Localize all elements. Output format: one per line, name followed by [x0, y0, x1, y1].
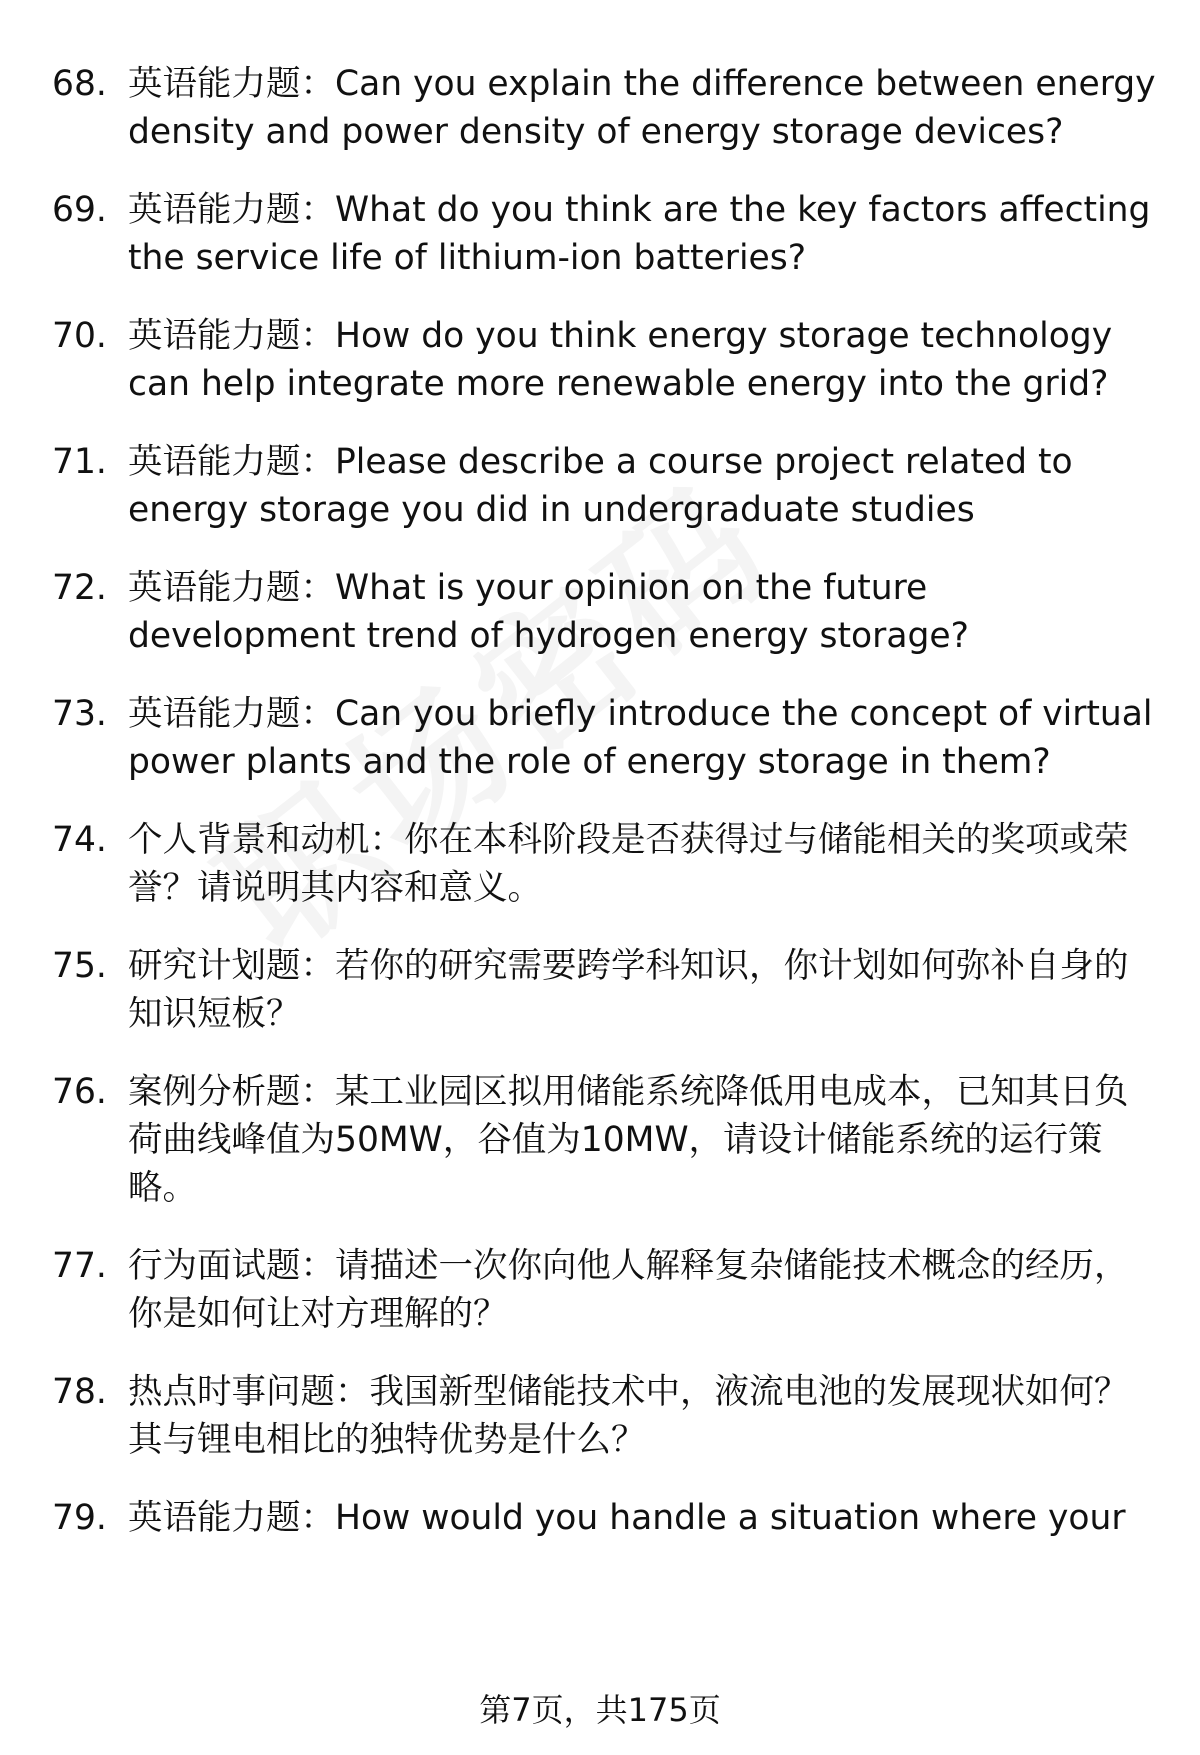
list-item [52, 942, 1162, 1038]
list-item [52, 816, 1162, 912]
list-item [52, 690, 1162, 786]
question-number: 74. [52, 820, 107, 860]
question-text: 研究计划题：若你的研究需要跨学科知识，你计划如何弥补自身的知识短板？ [128, 946, 1129, 1034]
question-number: 78. [52, 1372, 107, 1412]
list-item [52, 564, 1162, 660]
question-text: 热点时事问题：我国新型储能技术中，液流电池的发展现状如何？其与锂电相比的独特优势是什么？ [128, 1372, 1129, 1460]
question-number: 71. [52, 442, 107, 482]
question-text: 英语能力题：Please describe a course project related to energy storage you did in undergraduate studies [128, 442, 1073, 530]
question-number: 68. [52, 64, 107, 104]
list-item [52, 1494, 1162, 1542]
question-number: 76. [52, 1072, 107, 1112]
question-text: 案例分析题：某工业园区拟用储能系统降低用电成本，已知其日负荷曲线峰值为50MW，谷值为10MW，请设计储能系统的运行策略。 [128, 1072, 1129, 1208]
list-item [52, 1368, 1162, 1464]
question-list [52, 60, 1162, 1572]
question-number: 75. [52, 946, 107, 986]
list-item [52, 60, 1162, 156]
list-item [52, 1068, 1162, 1212]
question-number: 70. [52, 316, 107, 356]
page-number: 第7页，共175页 [479, 1691, 721, 1729]
question-text: 行为面试题：请描述一次你向他人解释复杂储能技术概念的经历，你是如何让对方理解的？ [128, 1246, 1129, 1334]
question-text: 英语能力题：What do you think are the key factors affecting the service life of lithium-ion batteries? [128, 190, 1151, 278]
list-item [52, 312, 1162, 408]
question-text: 英语能力题：Can you briefly introduce the concept of virtual power plants and the role of energy storage in them? [128, 694, 1153, 782]
question-number: 77. [52, 1246, 107, 1286]
question-text: 个人背景和动机：你在本科阶段是否获得过与储能相关的奖项或荣誉？请说明其内容和意义。 [128, 820, 1129, 908]
question-text: 英语能力题：Can you explain the difference between energy density and power density of energy storage devices? [128, 64, 1156, 152]
question-text: 英语能力题：How would you handle a situation where your [128, 1498, 1126, 1538]
question-number: 79. [52, 1498, 107, 1538]
list-item [52, 1242, 1162, 1338]
question-number: 72. [52, 568, 107, 608]
list-item [52, 438, 1162, 534]
list-item [52, 186, 1162, 282]
question-number: 69. [52, 190, 107, 230]
question-text: 英语能力题：How do you think energy storage technology can help integrate more renewable energy into the grid? [128, 316, 1113, 404]
question-number: 73. [52, 694, 107, 734]
question-text: 英语能力题：What is your opinion on the future development trend of hydrogen energy storage? [128, 568, 969, 656]
